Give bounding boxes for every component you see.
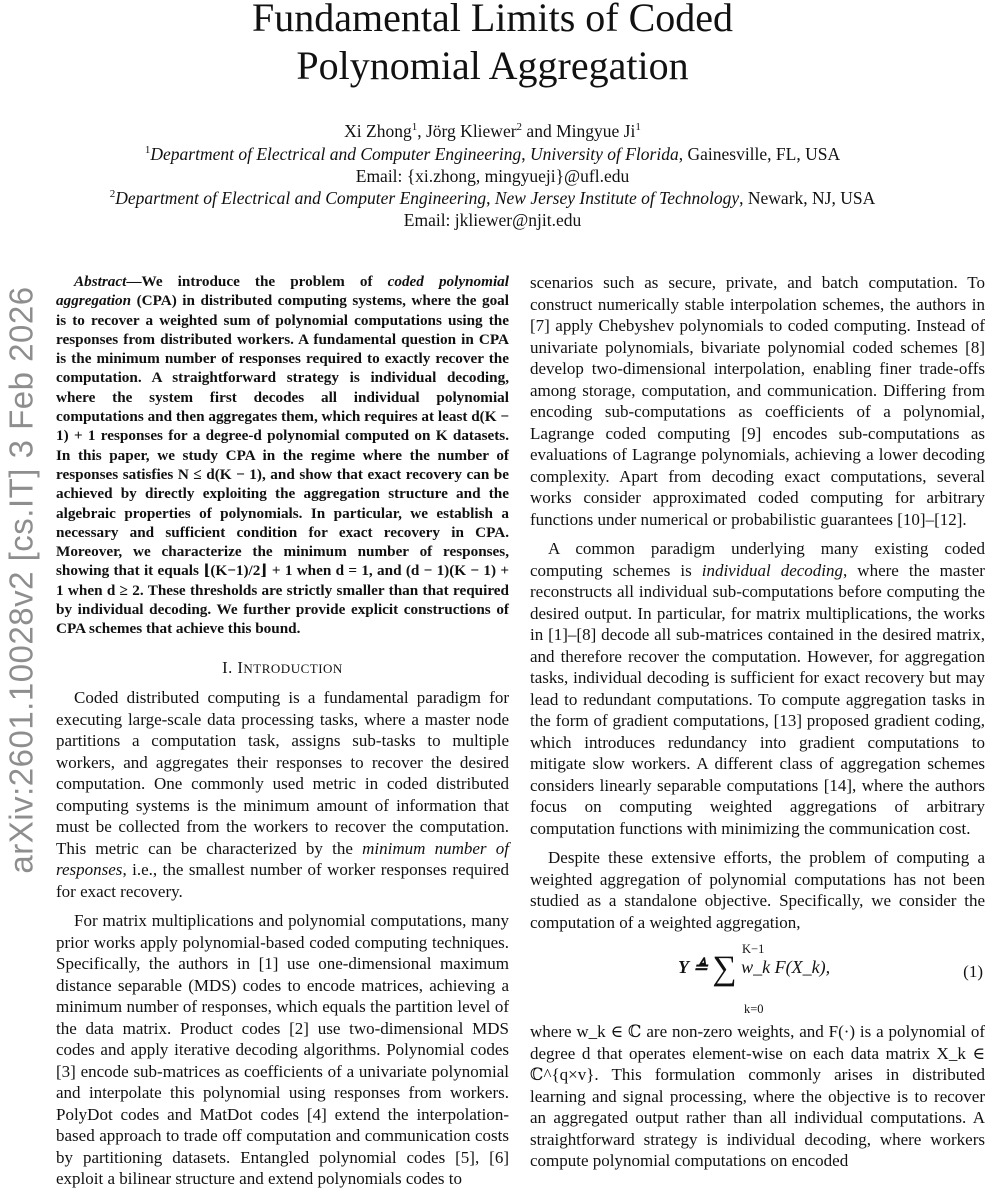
paper-title: [0, 0, 985, 90]
left-column: [56, 272, 509, 1190]
equation-number: (1): [963, 962, 983, 981]
intro-paragraph-6: where w_k ∈ ℂ are non-zero weights, and F(·) is a polynomial of degree d that operates element-wise on each data matrix X_k ∈ ℂ^{q×v}. This formulation commonly arises in distributed learning and signal processing, where the objective is to recover an aggregated output rather than all individual computations. A straightforward strategy is individual decoding, where workers compute polynomial computations on encoded: [530, 1022, 985, 1170]
intro-paragraph-2: For matrix multiplications and polynomial computations, many prior works apply polynomial-based coded computing techniques. Specifically, the authors in [1] use one-dimensional maximum distance separable (MDS) codes to encode matrices, achieving a minimum number of responses, which equals the partition level of the data matrix. Product codes [2] use two-dimensional MDS codes and apply iterative decoding algorithms. Polynomial codes [3] encode sub-matrices as coefficients of a univariate polynomial and interpolate this polynomial using responses from workers. PolyDot codes and MatDot codes [4] extend the interpolation-based approach to trade off computation and communication costs by partitioning datasets. Entangled polynomial codes [5], [6] exploit a bilinear structure and extend polynomials codes to: [56, 911, 509, 1189]
intro-paragraph-3: scenarios such as secure, private, and batch computation. To construct numerically stable interpolation schemes, the authors in [7] apply Chebyshev polynomials to coded computing. Instead of univariate polynomials, bivariate polynomial coded schemes [8] develop two-dimensional interpolation, enabling finer trade-offs among storage, computation, and communication. Differing from encoding sub-computations as coefficients of a polynomial, Lagrange coded computing [9] encodes sub-computations as evaluations of Lagrange polynomials, achieving a lower decoding complexity. Apart from decoding exact computations, several works consider approximated coded computing for arbitrary functions under numerical or probabilistic guarantees [10]–[12].: [530, 273, 985, 529]
arxiv-stamp: [2, 260, 42, 900]
equation-sum-lower: k=0: [744, 1002, 764, 1016]
intro-paragraph-4: A common paradigm underlying many existing coded computing schemes is individual decoding, where the master reconstructs all individual sub-computations before computing the desired output. In particular, for matrix multiplications, the works in [1]–[8] decode all sub-matrices contained in the desired matrix, and therefore recover the computation. However, for aggregation tasks, individual decoding is sufficient for exact recovery but may lead to redundant computations. To compute aggregation tasks in the form of gradient computations, [13] proposed gradient coding, which introduces redundancy into gradient computations to mitigate slow workers. A different class of aggregation schemes considers linearly separable computations [14], where the authors focus on computing weighted aggregations of arbitrary computation functions with minimizing the communication cost.: [530, 539, 985, 838]
email-1: Email: {xi.zhong, mingyueji}@ufl.edu: [355, 166, 630, 186]
abstract: Abstract—We introduce the problem of coded polynomial aggregation (CPA) in distributed computing systems, where the goal is to recover a weighted sum of polynomial computations using the responses from distributed workers. A fundamental question in CPA is the minimum number of responses required to exactly recover the computation. A straightforward strategy is individual decoding, where the system first decodes all individual polynomial computations and then aggregates them, which requires at least d(K − 1) + 1 responses for a degree-d polynomial computed on K datasets. In this paper, we study CPA in the regime where the number of responses satisfies N ≤ d(K − 1), and show that exact recovery can be achieved by directly exploiting the aggregation structure and the algebraic properties of polynomials. In particular, we establish a necessary and sufficient condition for exact recovery in CPA. Moreover, we characterize the minimum number of responses, showing that it equals ⌊(K−1)/2⌋ + 1 when d = 1, and (d − 1)(K − 1) + 1 when d ≥ 2. These thresholds are strictly smaller than that required by individual decoding. We further provide explicit constructions of CPA schemes that achieve this bound.: [56, 273, 509, 638]
equation-sum-upper: K−1: [742, 942, 765, 956]
author-list: Xi Zhong$^1$, Jörg Kliewer$^2$ and Mingyue Ji$^1$: [344, 121, 641, 141]
author-2: Jörg Kliewer: [425, 121, 517, 141]
title-line-2: Polynomial Aggregation: [296, 43, 689, 88]
intro-paragraph-5: Despite these extensive efforts, the problem of computing a weighted aggregation of polynomial computations has not been studied as a standalone objective. Specifically, we consider the computation of a weighted aggregation,: [530, 848, 985, 932]
title-line-1: Fundamental Limits of Coded: [251, 0, 734, 40]
intro-paragraph-1: Coded distributed computing is a fundamental paradigm for executing large-scale data processing tasks, where a master node partitions a computation task, assigns sub-tasks to multiple workers, and aggregates their responses to recover the desired computation. One commonly used metric in coded distributed computing systems is the minimum amount of information that must be collected from the workers to recover the computation. This metric can be characterized by the minimum number of responses, i.e., the smallest number of worker responses required for exact recovery.: [56, 688, 509, 901]
section-heading-introduction: I. INTRODUCTION: [222, 657, 343, 677]
equation-1: [530, 939, 985, 1017]
equation-body: Y ≜ ∑ w_k F(X_k),: [678, 950, 831, 988]
author-3: Mingyue Ji: [556, 121, 636, 141]
arxiv-stamp-text: arXiv:2601.10028v2 [cs.IT] 3 Feb 2026: [3, 286, 40, 874]
author-1: Xi Zhong: [344, 121, 412, 141]
affiliation-2: $^2$Department of Electrical and Computer Engineering, New Jersey Institute of Technology, Newark, NJ, USA: [109, 188, 876, 208]
right-column: [530, 272, 985, 1172]
email-2: Email: jkliewer@njit.edu: [403, 210, 582, 230]
affiliation-1: $^1$Department of Electrical and Computer Engineering, University of Florida, Gainesville, FL, USA: [144, 144, 841, 164]
